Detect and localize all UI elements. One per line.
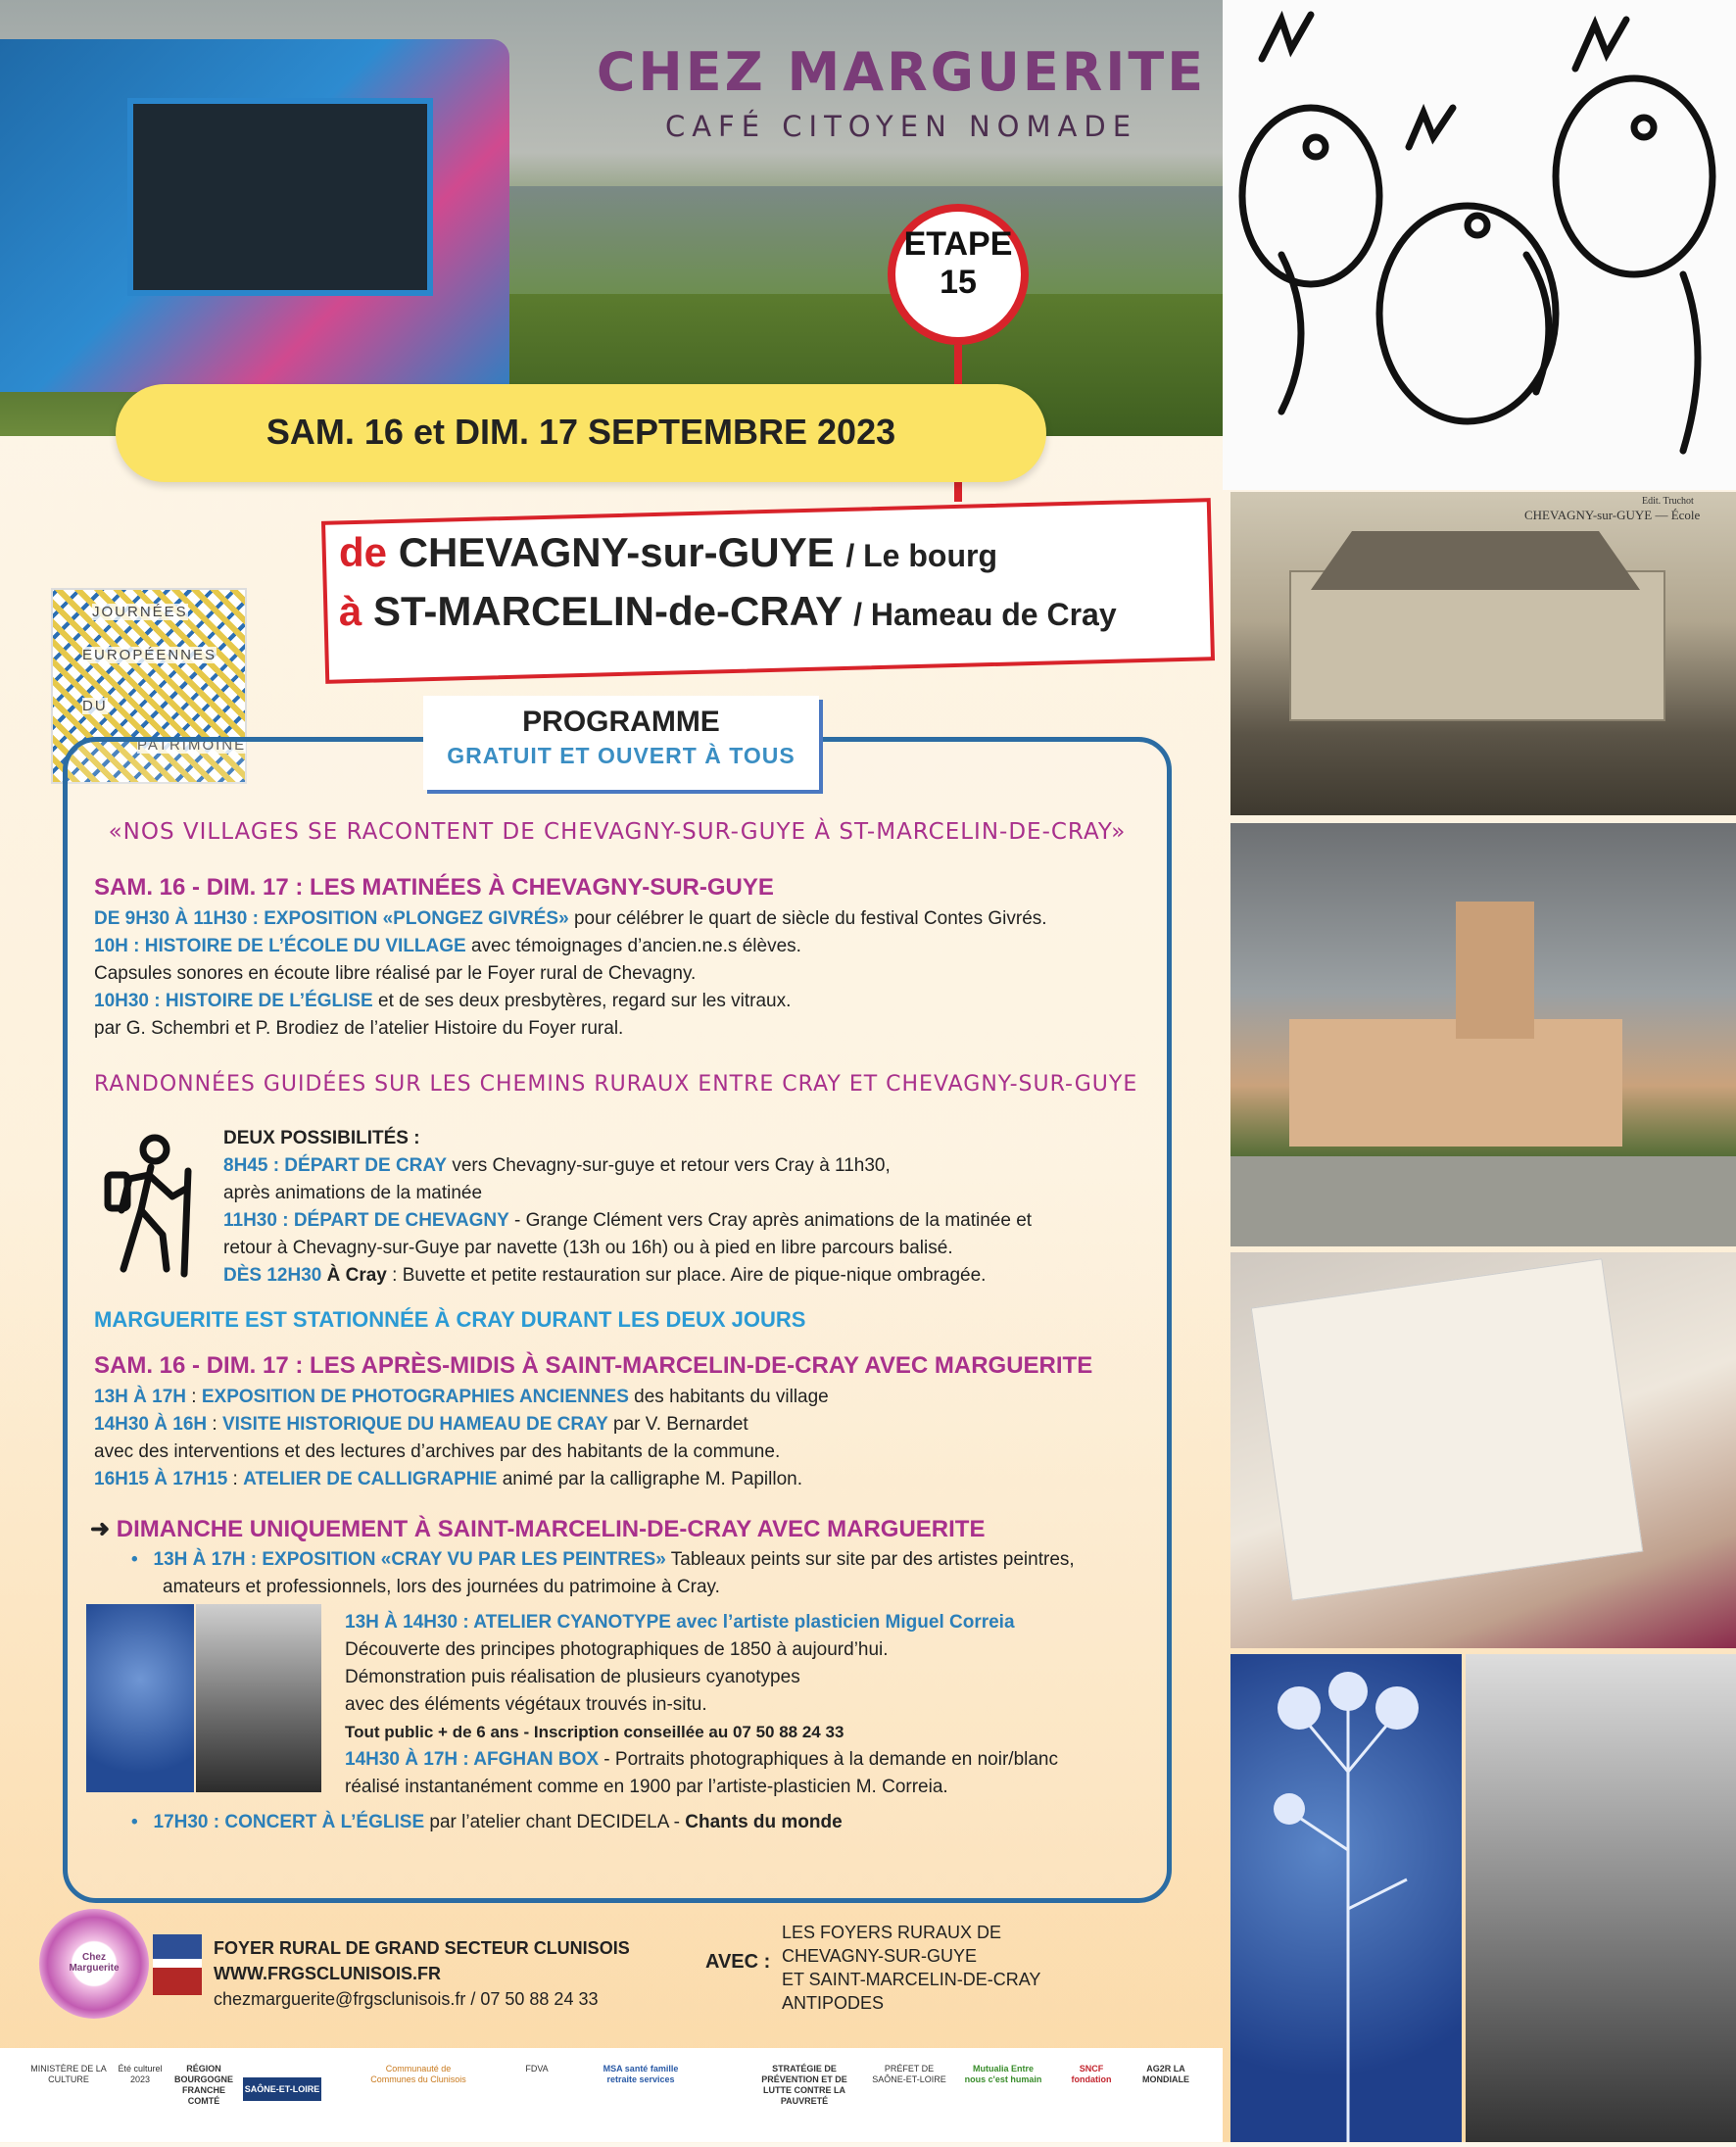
page-title: CHEZ MARGUERITE [596, 41, 1207, 103]
afternoons-heading: SAM. 16 - DIM. 17 : LES APRÈS-MIDIS À SAINT-MARCELIN-DE-CRAY AVEC MARGUERITE [94, 1352, 1093, 1379]
sponsor-logo: STRATÉGIE DE PRÉVENTION ET DE LUTTE CONTRE LA PAUVRETÉ [761, 2064, 847, 2106]
footer-partner-1: LES FOYERS RURAUX DE [782, 1923, 1002, 1942]
mornings-heading: SAM. 16 - DIM. 17 : LES MATINÉES À CHEVAGNY-SUR-GUYE [94, 874, 774, 901]
cyanotype-thumbnail [86, 1604, 194, 1792]
mornings-line-1: DE 9H30 À 11H30 : EXPOSITION «PLONGEZ GIVRÉS» pour célébrer le quart de siècle du festival Contes Givrés. [94, 908, 1047, 929]
route-from-place: CHEVAGNY-sur-GUYE [398, 529, 835, 575]
church-photo [1230, 823, 1736, 1246]
hills-background [509, 186, 1223, 304]
sponsor-logo: SAÔNE-ET-LOIRE 71 [243, 2077, 321, 2101]
footer-site[interactable]: WWW.FRGSCLUNISOIS.FR [214, 1964, 441, 1983]
hike-option-1-note: après animations de la matinée [223, 1183, 483, 1203]
footer-partner-2: CHEVAGNY-SUR-GUYE [782, 1946, 978, 1966]
hikes-intro: DEUX POSSIBILITÉS : [223, 1128, 420, 1148]
afternoons-line-1: 13H À 17H : EXPOSITION DE PHOTOGRAPHIES ANCIENNES des habitants du village [94, 1387, 829, 1407]
footer-partner-3: ET SAINT-MARCELIN-DE-CRAY [782, 1970, 1041, 1989]
sunday-bullet-1: • 13H À 17H : EXPOSITION «CRAY VU PAR LES PEINTRES» Tableaux peints sur site par des artistes peintres, [131, 1549, 1075, 1570]
stationed-notice: MARGUERITE EST STATIONNÉE À CRAY DURANT LES DEUX JOURS [94, 1307, 806, 1332]
afternoons-line-2: 14H30 À 16H : VISITE HISTORIQUE DU HAMEAU DE CRAY par V. Bernardet [94, 1414, 748, 1435]
sketch-illustration [1223, 0, 1736, 490]
jep-word-4: PATRIMOINE [137, 737, 247, 754]
afghan-box-thumbnail [196, 1604, 321, 1792]
afternoons-line-4: 16H15 À 17H15 : ATELIER DE CALLIGRAPHIE animé par la calligraphe M. Papillon. [94, 1469, 802, 1489]
calligraphy-photo [1230, 1252, 1736, 1648]
etape-sign [888, 204, 1029, 345]
mornings-line-3: Capsules sonores en écoute libre réalisé par le Foyer rural de Chevagny. [94, 963, 697, 984]
photo-caption: CHEVAGNY-sur-GUYE — École [1524, 508, 1701, 522]
route-to-place: ST-MARCELIN-de-CRAY [373, 588, 843, 634]
church-road [1230, 1156, 1736, 1246]
etape-number: 15 [940, 264, 977, 301]
church-tower [1456, 902, 1534, 1039]
event-date: SAM. 16 et DIM. 17 SEPTEMBRE 2023 [265, 412, 896, 452]
hike-option-2-note: retour à Chevagny-sur-Guye par navette (13h ou 16h) ou à pied en libre parcours balisé. [223, 1238, 953, 1258]
jep-word-1: JOURNÉES [92, 604, 188, 620]
arrow-icon: ➜ [90, 1516, 111, 1542]
etape-label: ETAPE [903, 225, 1013, 263]
sponsor-logo: Mutualia Entre nous c'est humain [964, 2064, 1042, 2084]
footer-org: FOYER RURAL DE GRAND SECTEUR CLUNISOIS [214, 1938, 630, 1958]
hikes-heading: RANDONNÉES GUIDÉES SUR LES CHEMINS RURAUX ENTRE CRAY ET CHEVAGNY-SUR-GUYE [94, 1072, 1138, 1097]
cyanotype-photo [1230, 1654, 1462, 2142]
cyanotype-line-1: Découverte des principes photographiques de 1850 à aujourd’hui. [345, 1639, 889, 1660]
route-to-prefix: à [339, 588, 362, 634]
hike-option-1: 8H45 : DÉPART DE CRAY vers Chevagny-sur-guye et retour vers Cray à 11h30, [223, 1155, 891, 1176]
programme-tagline: «NOS VILLAGES SE RACONTENT DE CHEVAGNY-SUR-GUYE À ST-MARCELIN-DE-CRAY» [108, 819, 1127, 845]
programme-subtitle: GRATUIT ET OUVERT À TOUS [447, 743, 796, 768]
bus-door [127, 98, 433, 296]
region-flag-logo [153, 1934, 202, 1995]
route-to-detail: / Hameau de Cray [853, 597, 1117, 632]
footer-contact[interactable]: chezmarguerite@frgsclunisois.fr / 07 50 88 24 33 [214, 1989, 599, 2009]
hiker-icon [94, 1132, 202, 1279]
sunday-bullet-2: • 17H30 : CONCERT À L’ÉGLISE par l’atelier chant DECIDELA - Chants du monde [131, 1812, 843, 1832]
afghan-box-photo [1466, 1654, 1736, 2142]
page-subtitle: CAFÉ CITOYEN NOMADE [664, 110, 1138, 143]
sponsor-logo: Communauté de Communes du Clunisois [370, 2064, 466, 2084]
sponsor-logo: PRÉFET DE SAÔNE-ET-LOIRE [872, 2064, 946, 2084]
sponsor-logo: MSA santé famille retraite services [603, 2064, 679, 2084]
afternoons-line-3: avec des interventions et des lectures d’archives par des habitants de la commune. [94, 1441, 781, 1462]
plant-drawing [1230, 1654, 1462, 2142]
sunday-heading: ➜ DIMANCHE UNIQUEMENT À SAINT-MARCELIN-DE-CRAY AVEC MARGUERITE [90, 1516, 986, 1542]
afghan-box-note: réalisé instantanément comme en 1900 par l’artiste-plasticien M. Correia. [345, 1777, 948, 1797]
footer-partner-4: ANTIPODES [782, 1993, 885, 2013]
logo-text: Chez Marguerite [69, 1952, 120, 1974]
school-roof [1270, 531, 1681, 590]
programme-title: PROGRAMME [522, 706, 720, 738]
cyanotype-registration: Tout public + de 6 ans - Inscription conseillée au 07 50 88 24 33 [345, 1723, 844, 1741]
sponsor-logo: AG2R LA MONDIALE [1142, 2064, 1189, 2084]
hike-option-2: 11H30 : DÉPART DE CHEVAGNY - Grange Clément vers Cray après animations de la matinée et [223, 1210, 1033, 1231]
school-photo [1230, 492, 1736, 815]
sponsor-logo: Été culturel 2023 [118, 2064, 163, 2084]
sponsor-logo: MINISTÈRE DE LA CULTURE [30, 2064, 107, 2084]
jep-word-2: EUROPÉENNES [82, 647, 217, 663]
school-building [1289, 570, 1665, 721]
jep-word-3: DU [82, 698, 108, 714]
sponsor-logo: FDVA [525, 2064, 549, 2074]
route-to [339, 588, 1117, 635]
cyanotype-title: 13H À 14H30 : ATELIER CYANOTYPE avec l’artiste plasticien Miguel Correia [345, 1612, 1015, 1633]
hike-buvette: DÈS 12H30 À Cray : Buvette et petite restauration sur place. Aire de pique-nique ombragée. [223, 1265, 987, 1286]
sunday-bullet-1-note: amateurs et professionnels, lors des journées du patrimoine à Cray. [163, 1577, 720, 1597]
sketch-drawing [1223, 0, 1736, 490]
footer-with-label: AVEC : [705, 1951, 771, 1973]
chez-marguerite-logo [39, 1909, 149, 2019]
route-from-prefix: de [339, 529, 388, 575]
mornings-line-5: par G. Schembri et P. Brodiez de l’atelier Histoire du Foyer rural. [94, 1018, 624, 1039]
cyanotype-line-2: Démonstration puis réalisation de plusieurs cyanotypes [345, 1667, 800, 1687]
sponsor-logo: SNCF fondation [1071, 2064, 1112, 2084]
mornings-line-2: 10H : HISTOIRE DE L’ÉCOLE DU VILLAGE avec témoignages d’ancien.ne.s élèves. [94, 936, 801, 956]
route-from [339, 529, 997, 576]
calligraphy-paper [1251, 1258, 1644, 1600]
route-from-detail: / Le bourg [845, 538, 997, 573]
sponsor-logo: RÉGION BOURGOGNE FRANCHE COMTÉ [173, 2064, 233, 2106]
mornings-line-4: 10H30 : HISTOIRE DE L’ÉGLISE et de ses deux presbytères, regard sur les vitraux. [94, 991, 792, 1011]
afghan-box-line: 14H30 À 17H : AFGHAN BOX - Portraits photographiques à la demande en noir/blanc [345, 1749, 1058, 1770]
cyanotype-line-3: avec des éléments végétaux trouvés in-situ. [345, 1694, 707, 1715]
photo-editor: Edit. Truchot [1642, 496, 1694, 507]
